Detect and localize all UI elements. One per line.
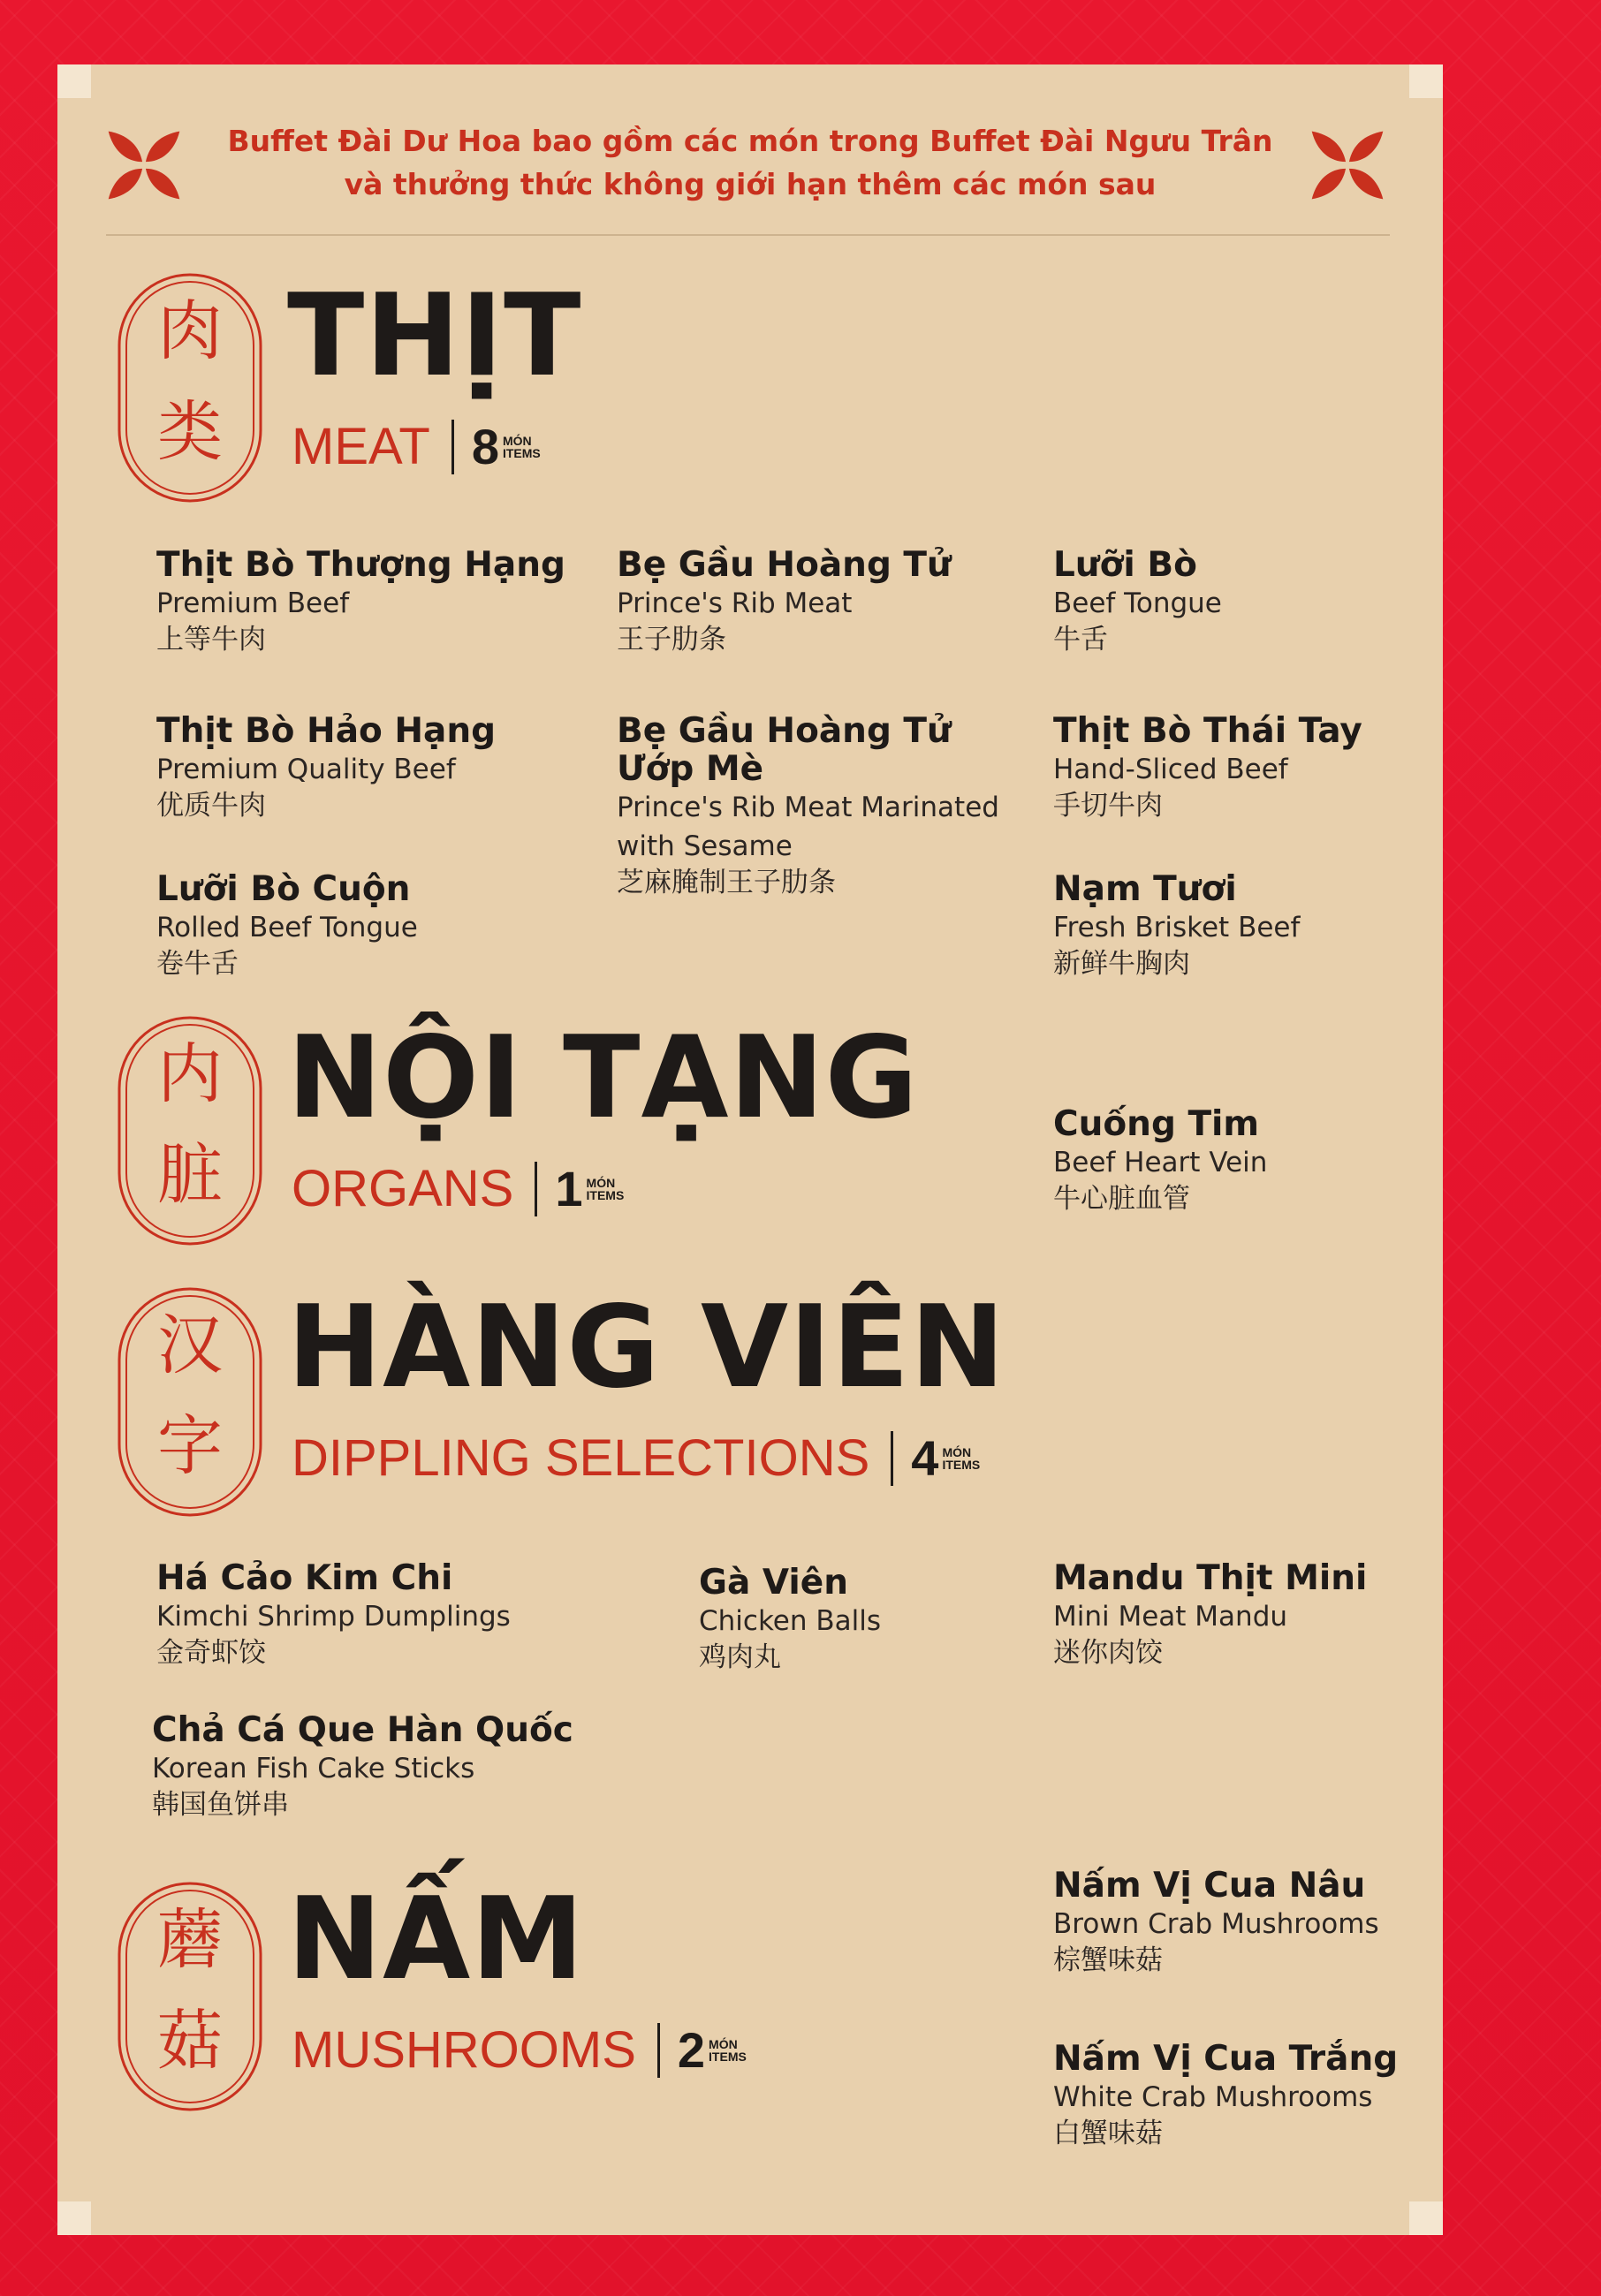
item-count: 4 [911, 1430, 939, 1486]
menu-item: Thịt Bò Thái Tay Hand-Sliced Beef 手切牛肉 [1053, 711, 1362, 822]
menu-item: Thịt Bò Hảo Hạng Premium Quality Beef 优质牛肉 [156, 711, 497, 822]
seal-char: 字 [157, 1408, 223, 1484]
menu-item: Nạm Tươi Fresh Brisket Beef 新鲜牛胸肉 [1053, 869, 1301, 980]
menu-item: Nấm Vị Cua Nâu Brown Crab Mushrooms 棕蟹味菇 [1053, 1866, 1379, 1976]
seal-mushrooms [114, 1878, 266, 2115]
section-title: NỘI TẠNG [287, 1012, 919, 1144]
item-count-unit: MÓN ITEMS [942, 1445, 981, 1472]
corner-tab [57, 64, 91, 98]
menu-item: Bẹ Gầu Hoàng Tử Prince's Rib Meat 王子肋条 [617, 545, 952, 655]
menu-item: Há Cảo Kim Chi Kimchi Shrimp Dumplings 金奇虾饺 [156, 1558, 511, 1669]
header-line-2: và thưởng thức không giới hạn thêm các món sau [344, 167, 1157, 201]
menu-item: Lưỡi Bò Cuộn Rolled Beef Tongue 卷牛舌 [156, 869, 418, 980]
menu-item: Cuống Tim Beef Heart Vein 牛心脏血管 [1053, 1104, 1268, 1215]
seal-meat [114, 269, 266, 506]
seal-dippling [114, 1284, 266, 1520]
seal-char: 脏 [157, 1137, 223, 1213]
header-line-1: Buffet Đài Dư Hoa bao gồm các món trong Buffet Đài Ngưu Trân [227, 124, 1273, 158]
item-count-unit: MÓN ITEMS [709, 2037, 747, 2064]
seal-char: 内 [157, 1036, 223, 1112]
menu-item: Bẹ Gầu Hoàng Tử Ướp Mè Prince's Rib Meat Marinated with Sesame 芝麻腌制王子肋条 [617, 711, 999, 898]
item-count-unit: MÓN ITEMS [502, 434, 541, 460]
corner-tab [1409, 2201, 1443, 2235]
section-subtitle-row [292, 418, 541, 476]
seal-char: 肉 [157, 293, 223, 369]
seal-char: 类 [157, 394, 223, 470]
divider [106, 234, 1390, 236]
section-title: THỊT [287, 270, 582, 402]
separator [891, 1431, 893, 1486]
menu-item: Mandu Thịt Mini Mini Meat Mandu 迷你肉饺 [1053, 1558, 1368, 1669]
section-subtitle: MUSHROOMS [292, 2021, 636, 2079]
seal-organs [114, 1012, 266, 1249]
seal-char: 菇 [157, 2003, 223, 2079]
seal-char: 汉 [157, 1307, 223, 1383]
item-count-unit: MÓN ITEMS [586, 1176, 625, 1202]
separator [451, 420, 454, 474]
section-title: HÀNG VIÊN [287, 1282, 1006, 1413]
section-title: NẤM [287, 1874, 585, 2005]
section-subtitle-row [292, 2021, 747, 2080]
section-subtitle-row [292, 1429, 980, 1488]
item-count: 8 [471, 419, 499, 474]
menu-item: Chả Cá Que Hàn Quốc Korean Fish Cake Sticks 韩国鱼饼串 [152, 1710, 573, 1821]
menu-item: Gà Viên Chicken Balls 鸡肉丸 [699, 1563, 882, 1673]
header-note [57, 119, 1443, 206]
corner-tab [57, 2201, 91, 2235]
item-count: 2 [677, 2022, 706, 2078]
section-subtitle: ORGANS [292, 1160, 514, 1217]
corner-tab [1409, 64, 1443, 98]
menu-item: Thịt Bò Thượng Hạng Premium Beef 上等牛肉 [156, 545, 565, 655]
menu-item: Lưỡi Bò Beef Tongue 牛舌 [1053, 545, 1222, 655]
menu-item: Nấm Vị Cua Trắng White Crab Mushrooms 白蟹味菇 [1053, 2039, 1399, 2149]
item-count: 1 [555, 1161, 583, 1216]
section-subtitle-row [292, 1160, 624, 1218]
separator [657, 2023, 660, 2078]
seal-char: 蘑 [157, 1902, 223, 1978]
separator [535, 1162, 537, 1216]
section-subtitle: MEAT [292, 418, 430, 475]
menu-panel [57, 64, 1443, 2235]
section-subtitle: DIPPLING SELECTIONS [292, 1429, 870, 1487]
